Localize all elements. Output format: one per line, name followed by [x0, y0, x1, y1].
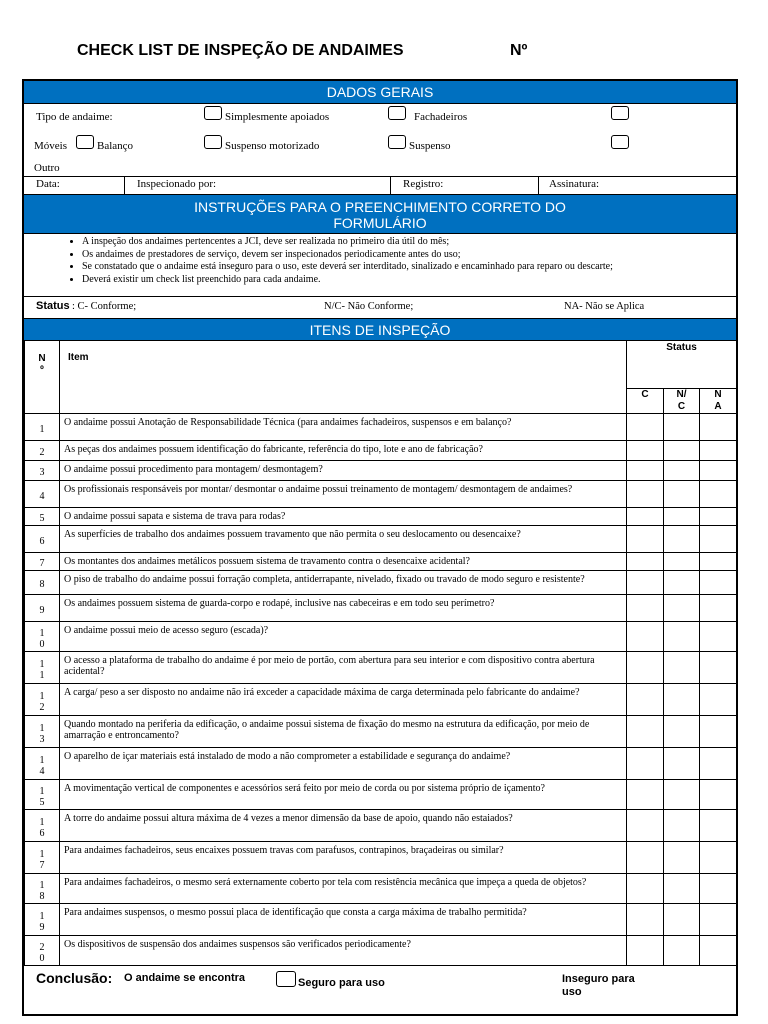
- status-na-cell[interactable]: [700, 716, 737, 748]
- status-na-cell[interactable]: [700, 874, 737, 904]
- divider: [24, 176, 736, 177]
- row-number: 1: [25, 414, 60, 441]
- field-registro: Registro:: [403, 178, 444, 190]
- table-row: [25, 904, 737, 936]
- option-suspenso: Suspenso: [409, 140, 451, 152]
- status-c-cell[interactable]: [627, 684, 664, 716]
- table-row: [25, 622, 737, 652]
- status-nc-cell[interactable]: [664, 842, 700, 874]
- list-item: • A inspeção dos andaimes pertencentes a JCI, deve ser realizada no primeiro dia útil do mês;: [82, 236, 613, 249]
- row-number: 1 9: [25, 904, 60, 936]
- instrucoes-header-line1: INSTRUÇÕES PARA O PREENCHIMENTO CORRETO DO: [194, 199, 566, 215]
- status-nc-cell[interactable]: [664, 461, 700, 481]
- status-nc-cell[interactable]: [664, 780, 700, 810]
- status-na-cell[interactable]: [700, 441, 737, 461]
- row-question: O andaime possui procedimento para montagem/ desmontagem?: [60, 461, 627, 481]
- status-nao-aplica: NA- Não se Aplica: [564, 301, 645, 312]
- row-number: 1 4: [25, 748, 60, 780]
- col-c-header: C: [627, 389, 664, 414]
- status-na-cell[interactable]: [700, 571, 737, 595]
- status-nc-cell[interactable]: [664, 748, 700, 780]
- dados-gerais-header: DADOS GERAIS: [24, 81, 736, 104]
- col-na-header: [700, 389, 737, 414]
- row-question: O aparelho de içar materiais está instalado de modo a não comprometer a estabilidade e segurança do andaime?: [60, 748, 627, 780]
- conclusao-label: Conclusão:: [36, 970, 113, 986]
- status-nc-cell[interactable]: [664, 874, 700, 904]
- list-item: • Deverá existir um check list preenchido para cada andaime.: [82, 274, 613, 287]
- checkbox-moveis[interactable]: [611, 106, 629, 120]
- row-number: 7: [25, 553, 60, 571]
- row-number: 1 7: [25, 842, 60, 874]
- row-question: As superfícies de trabalho dos andaimes possuem travamento que não permita o seu deslocamento ou desencaixe?: [60, 526, 627, 553]
- checkbox-suspenso[interactable]: [388, 135, 406, 149]
- col-nc-label: N/: [676, 389, 687, 400]
- table-row: [25, 684, 737, 716]
- status-na-cell[interactable]: [700, 748, 737, 780]
- itens-header: ITENS DE INSPEÇÃO: [24, 318, 736, 341]
- option-fachadeiros: Fachadeiros: [414, 111, 468, 123]
- status-nc-cell[interactable]: [664, 936, 700, 966]
- status-c-cell[interactable]: [627, 595, 664, 622]
- table-row: [25, 936, 737, 966]
- checkbox-outro[interactable]: [611, 135, 629, 149]
- field-assinatura: Assinatura:: [549, 178, 600, 190]
- option-balanco: Balanço: [97, 140, 134, 152]
- table-row: [25, 810, 737, 842]
- status-nc-cell[interactable]: [664, 571, 700, 595]
- row-question: Os profissionais responsáveis por montar/ desmontar o andaime possui treinamento de montagem/ desmontagem de andaimes?: [60, 481, 627, 508]
- list-item: • Os andaimes de prestadores de serviço, devem ser inspecionados periodicamente antes do uso;: [82, 249, 613, 262]
- divider: [24, 296, 736, 297]
- row-number: 6: [25, 526, 60, 553]
- status-c-cell[interactable]: [627, 652, 664, 684]
- tipo-andaime-label: Tipo de andaime:: [36, 111, 113, 123]
- col-item-header: Item: [60, 341, 627, 414]
- conclusao-text: O andaime se encontra: [124, 972, 246, 984]
- table-row: [25, 842, 737, 874]
- option-inseguro-line1: Inseguro para: [562, 973, 635, 985]
- status-nc-cell[interactable]: [664, 481, 700, 508]
- checkbox-simplesmente-apoiados[interactable]: [204, 106, 222, 120]
- row-number: 5: [25, 508, 60, 526]
- col-na-label-suffix: A: [714, 401, 722, 412]
- form-frame: [22, 79, 738, 1016]
- table-row: [25, 571, 737, 595]
- status-c-cell[interactable]: [627, 748, 664, 780]
- row-number: 1 8: [25, 874, 60, 904]
- status-conforme: : C- Conforme;: [72, 301, 137, 312]
- status-na-cell[interactable]: [700, 842, 737, 874]
- status-na-cell[interactable]: [700, 684, 737, 716]
- status-na-cell[interactable]: [700, 508, 737, 526]
- option-inseguro-line2: uso: [562, 986, 582, 998]
- row-question: A movimentação vertical de componentes e acessórios será feito por meio de corda ou por sistema próprio de içamento?: [60, 780, 627, 810]
- row-question: As peças dos andaimes possuem identificação do fabricante, referência do tipo, lote e ano de fabricação?: [60, 441, 627, 461]
- status-c-cell[interactable]: [627, 904, 664, 936]
- status-nc-cell[interactable]: [664, 595, 700, 622]
- table-row: [25, 780, 737, 810]
- checkbox-balanco[interactable]: [76, 135, 94, 149]
- row-number: 2: [25, 441, 60, 461]
- status-na-cell[interactable]: [700, 481, 737, 508]
- divider: [124, 176, 125, 194]
- row-question: O piso de trabalho do andaime possui forração completa, antiderrapante, nivelado, fixado ou travado de modo seguro e resistente?: [60, 571, 627, 595]
- table-row: [25, 748, 737, 780]
- status-c-cell[interactable]: [627, 526, 664, 553]
- title-text: CHECK LIST DE INSPEÇÃO DE ANDAIMES: [77, 42, 404, 59]
- checkbox-suspenso-motorizado[interactable]: [204, 135, 222, 149]
- status-c-cell[interactable]: [627, 622, 664, 652]
- status-nc-cell[interactable]: [664, 716, 700, 748]
- option-outro: Outro: [34, 162, 60, 174]
- status-nao-conforme: N/C- Não Conforme;: [324, 301, 414, 312]
- option-suspenso-motorizado: Suspenso motorizado: [225, 140, 320, 152]
- table-row: [25, 481, 737, 508]
- row-number: 1 2: [25, 684, 60, 716]
- row-question: Os andaimes possuem sistema de guarda-corpo e rodapé, inclusive nas cabeceiras e em todo seu perímetro?: [60, 595, 627, 622]
- status-label: Status: [36, 300, 70, 312]
- table-row: [25, 441, 737, 461]
- row-number: 1 6: [25, 810, 60, 842]
- status-na-cell[interactable]: [700, 652, 737, 684]
- status-c-cell[interactable]: [627, 571, 664, 595]
- table-row: [25, 652, 737, 684]
- status-c-cell[interactable]: [627, 716, 664, 748]
- status-nc-cell[interactable]: [664, 441, 700, 461]
- col-number-label-suffix: º: [40, 365, 44, 376]
- status-na-cell[interactable]: [700, 526, 737, 553]
- status-c-cell[interactable]: [627, 810, 664, 842]
- row-number: 3: [25, 461, 60, 481]
- status-c-cell[interactable]: [627, 441, 664, 461]
- title-number-label: Nº: [510, 42, 528, 59]
- table-row: [25, 716, 737, 748]
- col-nc-label-suffix: C: [677, 401, 686, 412]
- table-header-row: [25, 341, 737, 389]
- status-nc-cell[interactable]: [664, 553, 700, 571]
- checkbox-seguro[interactable]: [276, 971, 296, 987]
- status-nc-cell[interactable]: [664, 414, 700, 441]
- instrucoes-header: [24, 194, 736, 234]
- col-number-label: N: [38, 353, 46, 364]
- row-question: O andaime possui Anotação de Responsabilidade Técnica (para andaimes fachadeiros, suspensos e em balanço?: [60, 414, 627, 441]
- row-question: O andaime possui meio de acesso seguro (escada)?: [60, 622, 627, 652]
- row-question: Quando montado na periferia da edificação, o andaime possui sistema de fixação do mesmo na estrutura da edificação, por meio de amarração e entroncamento?: [60, 716, 627, 748]
- status-c-cell[interactable]: [627, 936, 664, 966]
- status-na-cell[interactable]: [700, 553, 737, 571]
- field-data: Data:: [36, 178, 60, 190]
- table-row: [25, 508, 737, 526]
- list-item: • Se constatado que o andaime está inseguro para o uso, este deverá ser interditado, sinalizado e encaminhado para reparo ou descarte;: [82, 261, 613, 274]
- divider: [538, 176, 539, 194]
- status-nc-cell[interactable]: [664, 652, 700, 684]
- checkbox-fachadeiros[interactable]: [388, 106, 406, 120]
- status-nc-cell[interactable]: [664, 508, 700, 526]
- status-nc-cell[interactable]: [664, 684, 700, 716]
- instrucoes-list: [62, 236, 613, 286]
- row-question: A carga/ peso a ser disposto no andaime não irá exceder a capacidade máxima de carga determinada pelo fabricante do andaime?: [60, 684, 627, 716]
- status-c-cell[interactable]: [627, 461, 664, 481]
- status-na-cell[interactable]: [700, 595, 737, 622]
- row-number: 9: [25, 595, 60, 622]
- status-na-cell[interactable]: [700, 622, 737, 652]
- status-c-cell[interactable]: [627, 553, 664, 571]
- status-na-cell[interactable]: [700, 780, 737, 810]
- row-number: 2 0: [25, 936, 60, 966]
- status-na-cell[interactable]: [700, 810, 737, 842]
- col-number-header: [25, 341, 60, 414]
- row-question: Para andaimes fachadeiros, seus encaixes possuem travas com parafusos, contrapinos, braçadeiras ou similar?: [60, 842, 627, 874]
- status-c-cell[interactable]: [627, 481, 664, 508]
- status-na-cell[interactable]: [700, 461, 737, 481]
- row-question: A torre do andaime possui altura máxima de 4 vezes a menor dimensão da base de apoio, quando não estaiados?: [60, 810, 627, 842]
- col-na-label: N: [714, 389, 722, 400]
- col-nc-header: [664, 389, 700, 414]
- status-c-cell[interactable]: [627, 414, 664, 441]
- status-c-cell[interactable]: [627, 842, 664, 874]
- option-seguro: Seguro para uso: [298, 977, 385, 989]
- table-row: [25, 414, 737, 441]
- instrucoes-header-line2: FORMULÁRIO: [333, 215, 427, 231]
- status-nc-cell[interactable]: [664, 622, 700, 652]
- row-number: 8: [25, 571, 60, 595]
- option-inseguro: [562, 973, 635, 999]
- field-inspecionado-por: Inspecionado por:: [137, 178, 217, 190]
- items-table: [24, 340, 737, 966]
- table-row: [25, 461, 737, 481]
- row-question: Para andaimes fachadeiros, o mesmo será externamente coberto por tela com resistência mecânica que impeça a queda de objetos?: [60, 874, 627, 904]
- row-question: Os montantes dos andaimes metálicos possuem sistema de travamento contra o desencaixe acidental?: [60, 553, 627, 571]
- table-row: [25, 526, 737, 553]
- status-na-cell[interactable]: [700, 414, 737, 441]
- row-question: O acesso a plataforma de trabalho do andaime é por meio de portão, com abertura para seu interior e com dispositivo contra abertura acidental?: [60, 652, 627, 684]
- option-simplesmente-apoiados: Simplesmente apoiados: [225, 111, 330, 123]
- status-c-cell[interactable]: [627, 780, 664, 810]
- row-number: 1 1: [25, 652, 60, 684]
- status-nc-cell[interactable]: [664, 810, 700, 842]
- status-c-cell[interactable]: [627, 874, 664, 904]
- table-row: [25, 874, 737, 904]
- status-c-cell[interactable]: [627, 508, 664, 526]
- status-nc-cell[interactable]: [664, 904, 700, 936]
- row-number: 1 0: [25, 622, 60, 652]
- row-question: Para andaimes suspensos, o mesmo possui placa de identificação que consta a carga máxima de trabalho permitida?: [60, 904, 627, 936]
- status-nc-cell[interactable]: [664, 526, 700, 553]
- row-number: 1 5: [25, 780, 60, 810]
- page-title: [77, 42, 528, 60]
- status-na-cell[interactable]: [700, 904, 737, 936]
- status-na-cell[interactable]: [700, 936, 737, 966]
- row-question: O andaime possui sapata e sistema de trava para rodas?: [60, 508, 627, 526]
- option-moveis: Móveis: [34, 140, 67, 152]
- table-row: [25, 553, 737, 571]
- row-question: Os dispositivos de suspensão dos andaimes suspensos são verificados periodicamente?: [60, 936, 627, 966]
- divider: [390, 176, 391, 194]
- row-number: 1 3: [25, 716, 60, 748]
- col-status-header: Status: [627, 341, 737, 389]
- table-row: [25, 595, 737, 622]
- row-number: 4: [25, 481, 60, 508]
